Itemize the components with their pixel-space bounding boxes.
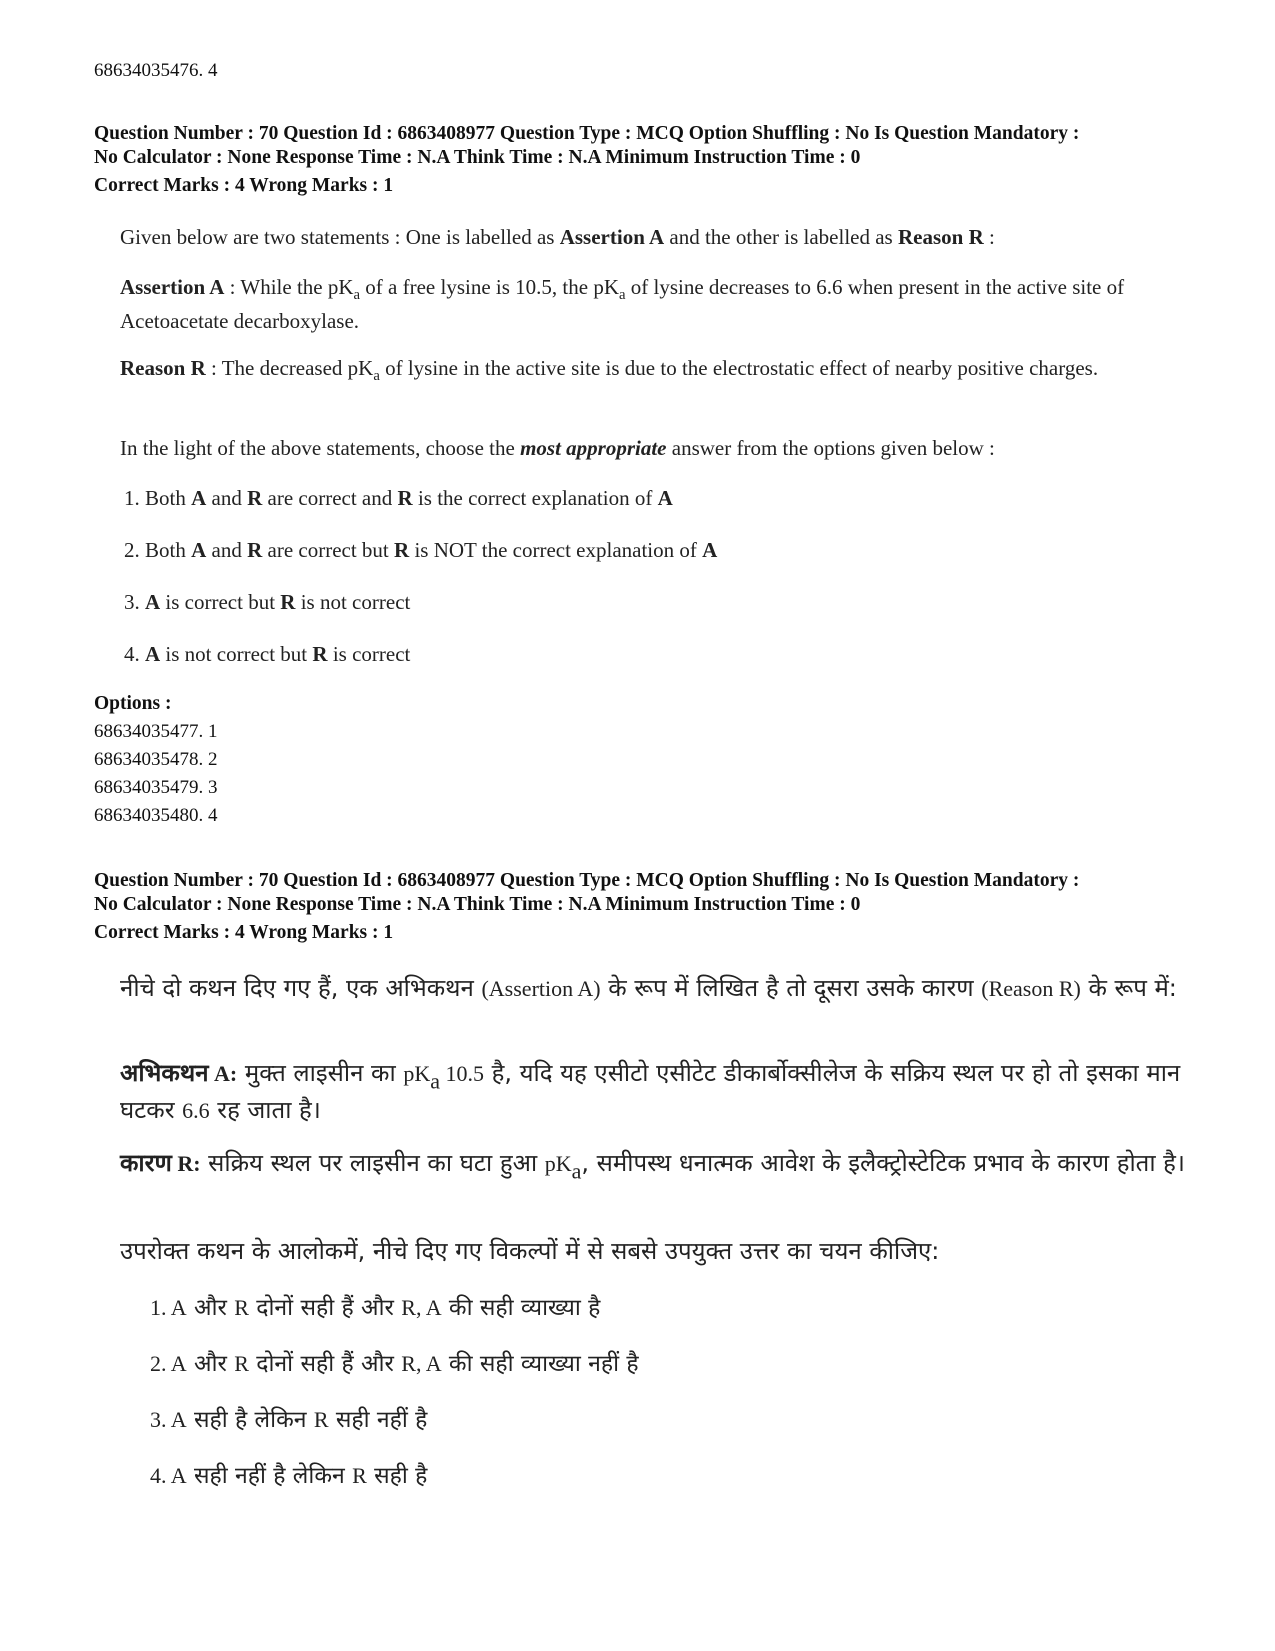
options-label: Options : <box>94 693 172 714</box>
previous-option-line: 68634035476. 4 <box>94 60 218 81</box>
intro-statement: Given below are two statements : One is labelled as Assertion A and the other is labelled as Reason R : <box>120 225 995 249</box>
meta-line-1: Question Number : 70 Question Id : 6863408977 Question Type : MCQ Option Shuffling : No Is Question Mandatory : <box>94 123 1080 144</box>
question-meta-hindi <box>94 869 1079 945</box>
choice-item-hindi: 4. A सही नहीं है लेकिन R सही है <box>150 1463 428 1489</box>
assertion-statement: Assertion A : While the $pK_a$ of a free lysine is 10.5, the $pK_a$ of lysine decreases to 6.6 when present in the active site of Acetoacetate decarboxylase. <box>120 275 1125 333</box>
reason-statement-hindi: कारण R: सक्रिय स्थल पर लाइसीन का घटा हुआ $pK_a$, समीपस्थ धनात्मक आवेश के इलैक्ट्रोस्टेटिक प्रभाव के कारण होता है। <box>120 1149 1186 1184</box>
assertion-statement-hindi: अभिकथन A: मुक्त लाइसीन का $pK_a$ 10.5 है, यदि यह एसीटो एसीटेट डीकार्बोक्सीलेज के सक्रिय स्थल पर हो तो इसका मान घटकर 6.6 रह जाता है। <box>120 1059 1181 1124</box>
marks-line: Correct Marks : 4 Wrong Marks : 1 <box>94 922 394 943</box>
option-id: 68634035477. 1 <box>94 721 218 742</box>
choice-item-hindi: 1. A और R दोनों सही हैं और R, A की सही व्याख्या है <box>150 1295 601 1321</box>
option-id: 68634035478. 2 <box>94 749 218 770</box>
meta-line-2: No Calculator : None Response Time : N.A Think Time : N.A Minimum Instruction Time : 0 <box>94 147 861 168</box>
reason-statement: Reason R : The decreased $pK_a$ of lysine in the active site is due to the electrostatic effect of nearby positive charges. <box>120 356 1099 385</box>
choice-item: 4. A is not correct but R is correct <box>124 642 411 666</box>
choice-item-hindi: 3. A सही है लेकिन R सही नहीं है <box>150 1407 428 1433</box>
meta-line-1: Question Number : 70 Question Id : 6863408977 Question Type : MCQ Option Shuffling : No Is Question Mandatory : <box>94 870 1080 891</box>
choice-item-hindi: 2. A और R दोनों सही हैं और R, A की सही व्याख्या नहीं है <box>150 1351 639 1377</box>
question-meta-english <box>94 122 1079 198</box>
meta-line-2: No Calculator : None Response Time : N.A Think Time : N.A Minimum Instruction Time : 0 <box>94 894 861 915</box>
question-prompt-hindi: उपरोक्त कथन के आलोकमें, नीचे दिए गए विकल्पों में से सबसे उपयुक्त उत्तर का चयन कीजिए: <box>120 1237 940 1265</box>
option-id: 68634035479. 3 <box>94 777 218 798</box>
intro-statement-hindi: नीचे दो कथन दिए गए हैं, एक अभिकथन (Assertion A) के रूप में लिखित है तो दूसरा उसके कारण (Reason R) के रूप में: <box>120 974 1177 1002</box>
marks-line: Correct Marks : 4 Wrong Marks : 1 <box>94 175 394 196</box>
choice-item: 2. Both A and R are correct but R is NOT the correct explanation of A <box>124 538 718 562</box>
question-prompt: In the light of the above statements, choose the most appropriate answer from the options given below : <box>120 436 995 460</box>
option-id: 68634035480. 4 <box>94 805 218 826</box>
choice-item: 1. Both A and R are correct and R is the correct explanation of A <box>124 486 673 510</box>
choice-item: 3. A is correct but R is not correct <box>124 590 411 614</box>
